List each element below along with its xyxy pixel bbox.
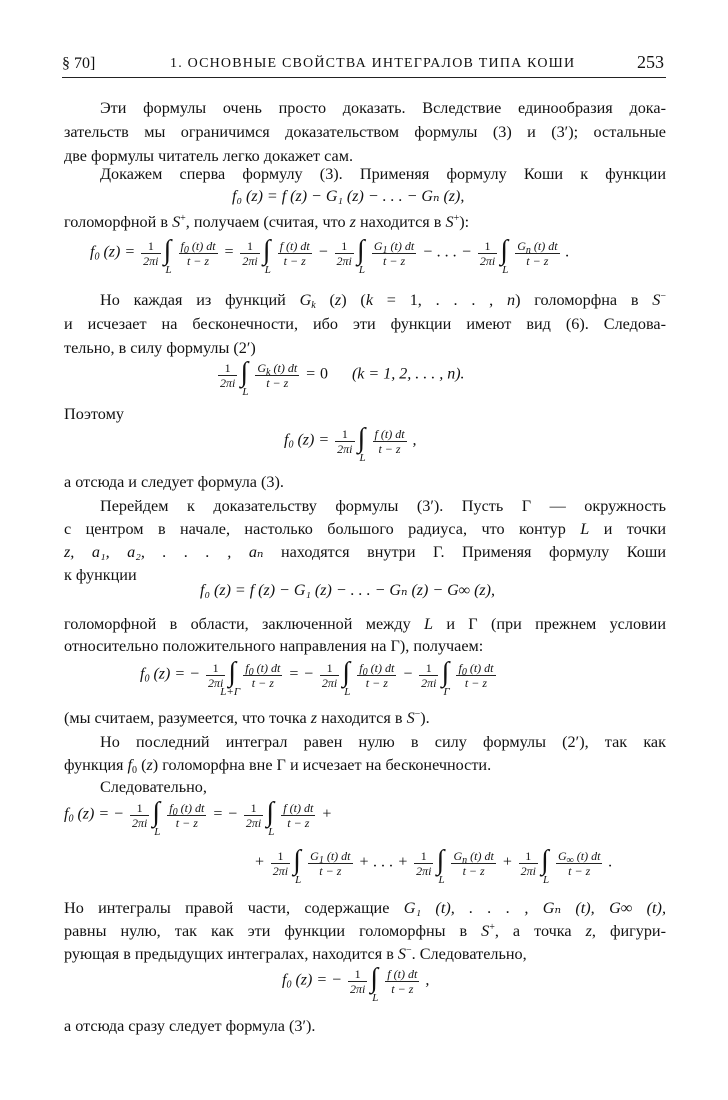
running-title: 1. ОСНОВНЫЕ СВОЙСТВА ИНТЕГРАЛОВ ТИПА КОШИ [170,56,576,71]
text-line: а отсюда и следует формула (3). [64,473,284,491]
equation-f0-definition: f₀ (z) = f (z) − G₁ (z) − . . . − Gₙ (z), [232,188,465,205]
equation-contour-split: $f_0$ (z) = − $\frac{1}{2\pi i}$ ∫ L+Γ $\frac{f_0 (t) dt}{t - z}$ = − $\frac{1}{2\pi i}$ ∫ L $\frac{f_0 (t) dt}{t - z}$ − $\frac{1}{2\pi i}$ ∫ Γ $\frac{f_0 (t) dt}{t - z}$ [140,657,494,698]
text-line: голоморфной в S+, получаем (считая, что z находится в S+): [64,213,470,231]
text-line: Перейдем к доказательству формулы (3′). Пусть Γ — окружность [100,497,666,515]
text-line: равны нулю, так как эти функции голоморфны в S+, а точка z, фигури- [64,922,666,940]
equation-f0-result: $f_0$ (z) = $\frac{1}{2\pi i}$ ∫ L $\frac{f (t) dt}{t - z}$ , [284,423,417,464]
text-line: рующая в предыдущих интегралах, находится в S−. Следовательно, [64,945,527,963]
equation-f0-with-ginf: f₀ (z) = f (z) − G₁ (z) − . . . − Gₙ (z) − G∞ (z), [200,582,495,599]
page-number: 253 [637,52,664,72]
text-line: функция $f_0$ (z) голоморфна вне Γ и исчезает на бесконечности. [64,756,492,776]
text-line: Докажем сперва формулу (3). Применяя формулу Коши к функции [100,165,666,183]
text-line: Но интегралы правой части, содержащие G₁ (t), . . . , Gₙ (t), G∞ (t), [64,899,666,917]
text-line: Но последний интеграл равен нулю в силу формулы (2′), так как [100,733,666,751]
text-line: к функции [64,566,137,584]
text-line: Но каждая из функций $G_k$ (z) (k = 1, . . . , n) голоморфна в S− [100,291,667,311]
equation-expansion-line2: + $\frac{1}{2\pi i}$ ∫ L $\frac{G_1 (t) dt}{t - z}$ + . . . + $\frac{1}{2\pi i}$ ∫ L $\frac{G_n (t) dt}{t - z}$ + $\frac{1}{2\pi i}$ ∫ L $\frac{G_\infty (t) dt}{t - z}$ . [254,845,613,886]
text-line: Следовательно, [100,778,207,796]
section-ref: § 70] [62,55,96,72]
text-line: (мы считаем, разумеется, что точка z находится в S−). [64,709,430,727]
equation-final: $f_0$ (z) = − $\frac{1}{2\pi i}$ ∫ L $\frac{f (t) dt}{t - z}$ , [282,963,430,1004]
equation-cauchy-formula: $f_0$ (z) = $\frac{1}{2\pi i}$ ∫ L $\frac{f_0 (t) dt}{t - z}$ = $\frac{1}{2\pi i}$ ∫ L $\frac{f (t) dt}{t - z}$ − $\frac{1}{2\pi i}$ ∫ L $\frac{G_1 (t) dt}{t - z}$ − . . . − $\frac{1}{2\pi i}$ ∫ L $\frac{G_n (t) dt}{t - z}$ . [90,235,570,276]
page-header [62,48,666,78]
text-line: с центром в начале, настолько большого радиуса, что контур L и точки [64,520,666,538]
text-line: а отсюда сразу следует формула (3′). [64,1017,316,1035]
text-line: z, a₁, a₂, . . . , aₙ находятся внутри Γ. Применяя формулу Коши [64,543,666,561]
text-line: Поэтому [64,405,124,423]
text-line: голоморфной в области, заключенной между L и Γ (при прежнем условии [64,615,667,633]
text-line: две формулы читатель легко докажет сам. [64,147,354,165]
header-rule [62,77,666,78]
equation-expansion-line1: $f_0$ (z) = − $\frac{1}{2\pi i}$ ∫ L $\frac{f_0 (t) dt}{t - z}$ = − $\frac{1}{2\pi i}$ ∫ L $\frac{f (t) dt}{t - z}$ + [64,797,333,838]
equation-gk-integral-zero: $\frac{1}{2\pi i}$ ∫ L $\frac{G_k (t) dt}{t - z}$ = 0 (k = 1, 2, . . . , n). [220,357,465,398]
text-line: относительно положительного направления на Γ), получаем: [64,637,484,655]
text-line: и исчезает на бесконечности, ибо эти функции имеют вид (6). Следова- [64,315,666,333]
text-line: тельно, в силу формулы (2′) [64,339,256,357]
text-line: Эти формулы очень просто доказать. Вследствие единообразия дока- [100,99,666,117]
text-line: зательств мы ограничимся доказательством формулы (3) и (3′); остальные [64,123,666,141]
